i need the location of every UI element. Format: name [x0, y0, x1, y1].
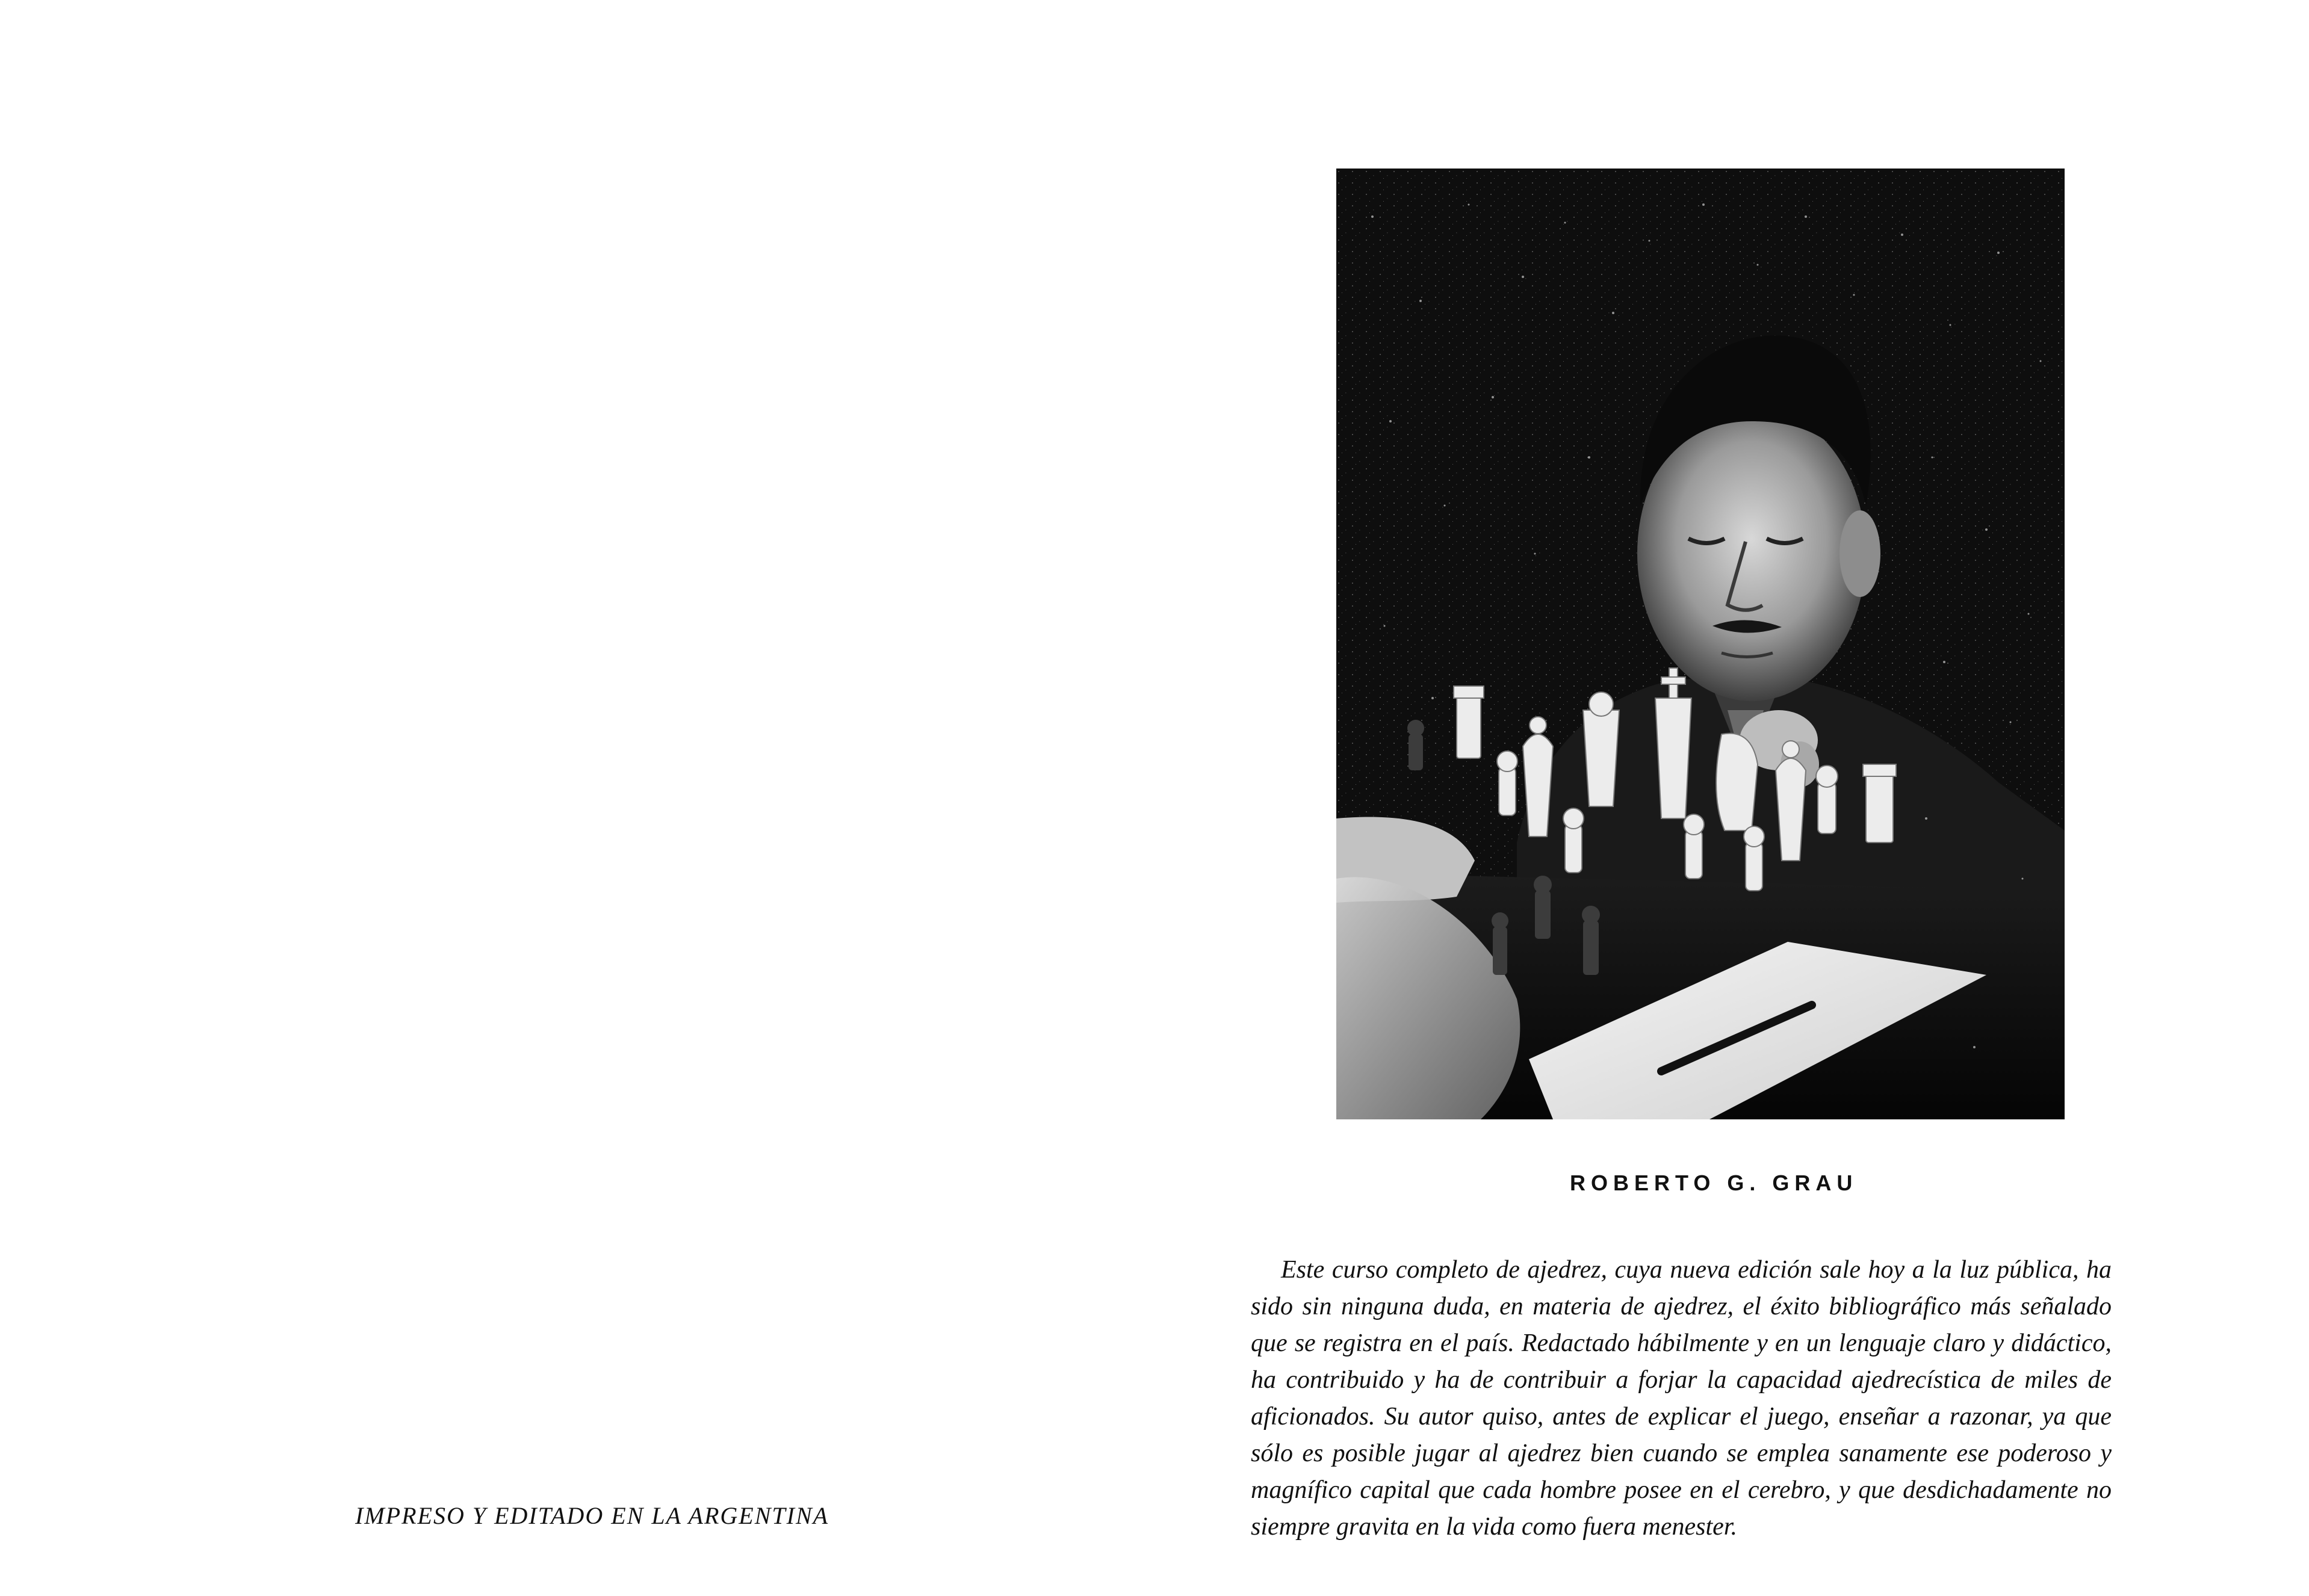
blurb-paragraph: Este curso completo de ajedrez, cuya nueva edición sale hoy a la luz pública, ha sido sin ninguna duda, en materia de ajedrez, el éxito bibliográfico más señalado que se registra en el país. Redactado hábilmente y en un lenguaje claro y didáctico, ha contribuido y ha de contribuir a forjar la capacidad ajedrecística de miles de aficionados. Su autor quiso, antes de explicar el juego, enseñar a razonar, ya que sólo es posible jugar al ajedrez bien cuando se emplea sanamente ese poderoso y magnífico capital que cada hombre posee en el cerebro, y que desdichadamente no siempre gravita en la vida como fuera menester. [1251, 1256, 2112, 1541]
imprint-line: IMPRESO Y EDITADO EN LA ARGENTINA [355, 1502, 829, 1529]
photo-caption: ROBERTO G. GRAU [1570, 1171, 1858, 1195]
right-page [1154, 0, 2309, 1596]
portrait-illustration [1336, 169, 2065, 1119]
author-portrait-photo [1336, 169, 2065, 1119]
left-page [0, 0, 1154, 1596]
